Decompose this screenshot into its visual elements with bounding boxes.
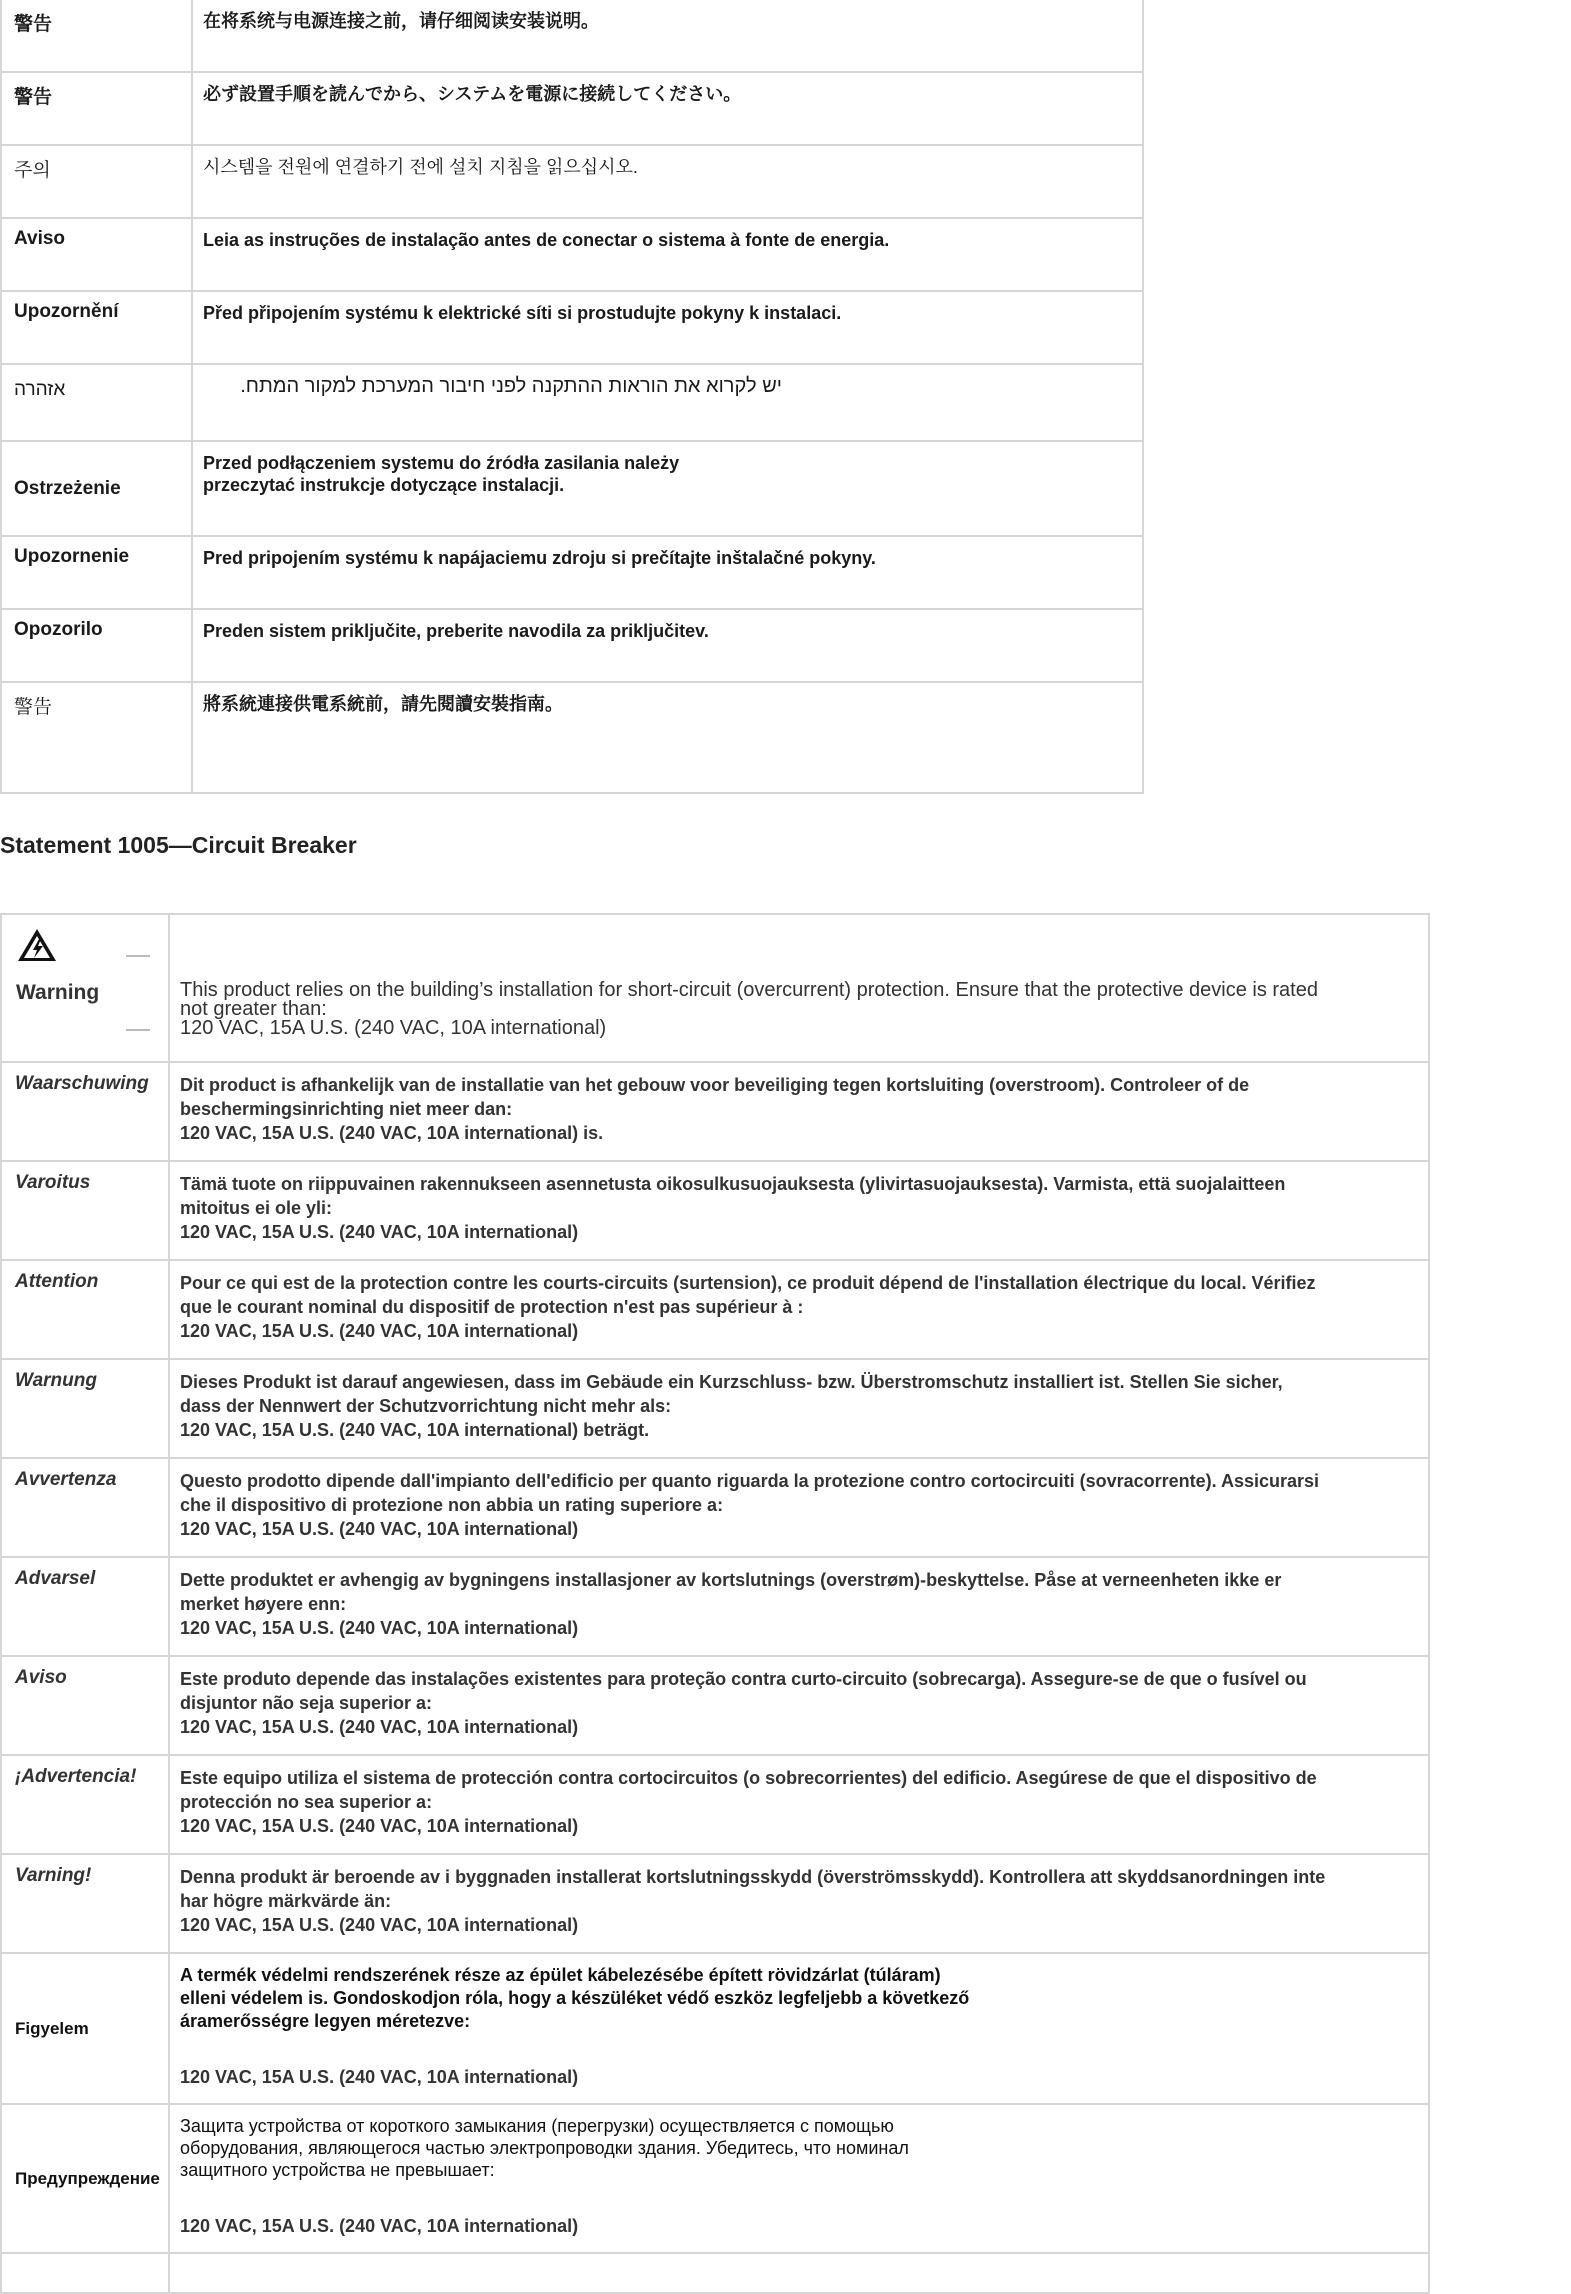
row-label: Attention — [1, 1260, 169, 1359]
row-label: Предупреждение — [1, 2104, 169, 2253]
text-line: 120 VAC, 15A U.S. (240 VAC, 10A international) — [180, 1717, 579, 1737]
row-text — [169, 1953, 1429, 2104]
row-text: יש לקרוא את הוראות ההתקנה לפני חיבור המערכת למקור המתח. — [192, 364, 1143, 441]
row-text: Pred pripojením systému k napájaciemu zdroju si prečítajte inštalačné pokyny. — [192, 536, 1143, 609]
translation-row — [1, 1359, 1429, 1458]
text-line: merket høyere enn: — [180, 1594, 347, 1614]
row-label: Varoitus — [1, 1161, 169, 1260]
row-label: Warnung — [1, 1359, 169, 1458]
translation-row — [1, 1458, 1429, 1557]
row-label: Advarsel — [1, 1557, 169, 1656]
text-line: beschermingsinrichting niet meer dan: — [180, 1099, 513, 1119]
statement-heading: Statement 1005—Circuit Breaker — [0, 832, 357, 858]
row-label: Ostrzeżenie — [1, 441, 192, 536]
text-line: che il dispositivo di protezione non abbia un rating superiore a: — [180, 1495, 724, 1515]
row-label — [1, 2253, 169, 2293]
text-line: Denna produkt är beroende av i byggnaden installerat kortslutningsskydd (överströmsskydd). Kontrollera att skyddsanordningen inte — [180, 1867, 1326, 1887]
text-line: оборудования, являющегося частью электропроводки здания. Убедитесь, что номинал — [180, 2138, 909, 2158]
translation-row — [1, 145, 1143, 218]
warning-text-cell — [169, 914, 1429, 1062]
translation-row — [1, 1953, 1429, 2104]
translation-row — [1, 1656, 1429, 1755]
divider — [126, 955, 150, 957]
row-label: ¡Advertencia! — [1, 1755, 169, 1854]
text-line: A termék védelmi rendszerének része az épület kábelezésébe épített rövidzárlat (túláram) — [180, 1965, 941, 1985]
row-label: Aviso — [1, 1656, 169, 1755]
row-label: Aviso — [1, 218, 192, 291]
translation-row — [1, 364, 1143, 441]
text-line: 120 VAC, 15A U.S. (240 VAC, 10A international) — [180, 1519, 579, 1539]
row-label: 警告 — [1, 0, 192, 72]
text-line: protección no sea superior a: — [180, 1792, 433, 1812]
text-line: áramerősségre legyen méretezve: — [180, 2011, 471, 2031]
row-label: Varning! — [1, 1854, 169, 1953]
warning-label-cell — [1, 914, 169, 1062]
text-line: Tämä tuote on riippuvainen rakennukseen asennetusta oikosulkusuojauksesta (ylivirtasuojauksesta). Varmista, että suojalaitteen — [180, 1174, 1286, 1194]
translation-row — [1, 72, 1143, 145]
text-line: 120 VAC, 15A U.S. (240 VAC, 10A international) — [180, 1618, 579, 1638]
translation-row — [1, 218, 1143, 291]
row-text — [169, 1854, 1429, 1953]
row-label: Opozorilo — [1, 609, 192, 682]
text-line: disjuntor não seja superior a: — [180, 1693, 433, 1713]
row-label: Figyelem — [1, 1953, 169, 2104]
warning-triangle-icon — [16, 927, 58, 963]
row-label: Avvertenza — [1, 1458, 169, 1557]
row-text — [169, 1755, 1429, 1854]
translation-row — [1, 536, 1143, 609]
translation-row — [1, 1854, 1429, 1953]
translation-row — [1, 609, 1143, 682]
row-text — [169, 1656, 1429, 1755]
text-line: 120 VAC, 15A U.S. (240 VAC, 10A international) beträgt. — [180, 1420, 650, 1440]
row-text: 시스템을 전원에 연결하기 전에 설치 지침을 읽으십시오. — [192, 145, 1143, 218]
row-text: Leia as instruções de instalação antes de conectar o sistema à fonte de energia. — [192, 218, 1143, 291]
row-label: 警告 — [1, 72, 192, 145]
row-text — [169, 2104, 1429, 2253]
warning-label: Warning — [16, 981, 100, 1004]
translation-row — [1, 291, 1143, 364]
row-label: 警告 — [1, 682, 192, 793]
translation-row — [1, 1755, 1429, 1854]
circuit-breaker-table — [0, 913, 1430, 2294]
row-text — [169, 1161, 1429, 1260]
text-line: Questo prodotto dipende dall'impianto dell'edificio per quanto riguarda la protezione contro cortocircuiti (sovracorrente). Assicurarsi — [180, 1471, 1320, 1491]
text-line: 120 VAC, 15A U.S. (240 VAC, 10A international) — [180, 1321, 579, 1341]
row-text — [169, 2253, 1429, 2293]
translation-row — [1, 682, 1143, 793]
row-text — [169, 1557, 1429, 1656]
translation-text — [180, 2115, 1000, 2181]
translation-row — [1, 2253, 1429, 2293]
text-line: Pour ce qui est de la protection contre les courts-circuits (surtension), ce produit dépend de l'installation électrique du local. Vérifiez — [180, 1273, 1316, 1293]
translation-row — [1, 2104, 1429, 2253]
row-label: 주의 — [1, 145, 192, 218]
translation-row — [1, 1557, 1429, 1656]
translation-row — [1, 1062, 1429, 1161]
row-text — [169, 1260, 1429, 1359]
rating-text: 120 VAC, 15A U.S. (240 VAC, 10A international) — [180, 2067, 579, 2087]
text-line: 120 VAC, 15A U.S. (240 VAC, 10A international) — [180, 1816, 579, 1836]
text-line: защитного устройства не превышает: — [180, 2160, 495, 2180]
row-text — [169, 1458, 1429, 1557]
text-line: not greater than: — [180, 998, 327, 1020]
previous-statement-table — [0, 0, 1144, 794]
warning-text — [180, 979, 1408, 1039]
divider — [126, 1029, 150, 1031]
row-label: Waarschuwing — [1, 1062, 169, 1161]
translation-row — [1, 0, 1143, 72]
text-line: que le courant nominal du dispositif de protection n'est pas supérieur à : — [180, 1297, 804, 1317]
translation-row — [1, 1260, 1429, 1359]
row-text: 在将系统与电源连接之前，请仔细阅读安装说明。 — [192, 0, 1143, 72]
text-line: elleni védelem is. Gondoskodjon róla, hogy a készüléket védő eszköz legfeljebb a következő — [180, 1988, 970, 2008]
text-line: Dette produktet er avhengig av bygningens installasjoner av kortslutnings (overstrøm)-beskyttelse. Påse at verneenheten ikke er — [180, 1570, 1282, 1590]
text-line: 120 VAC, 15A U.S. (240 VAC, 10A international) is. — [180, 1123, 604, 1143]
row-label: Upozornění — [1, 291, 192, 364]
text-line: Este produto depende das instalações existentes para proteção contra curto-circuito (sobrecarga). Assegure-se de que o fusível ou — [180, 1669, 1307, 1689]
text-line: Защита устройства от короткого замыкания (перегрузки) осуществляется с помощью — [180, 2116, 894, 2136]
text-line: har högre märkvärde än: — [180, 1891, 392, 1911]
translation-row — [1, 441, 1143, 536]
text-line: Dieses Produkt ist darauf angewiesen, dass im Gebäude ein Kurzschluss- bzw. Überstromschutz installiert ist. Stellen Sie sicher, — [180, 1372, 1283, 1392]
row-text: Preden sistem priključite, preberite navodila za priključitev. — [192, 609, 1143, 682]
row-text: Przed podłączeniem systemu do źródła zasilania należy przeczytać instrukcje dotyczące instalacji. — [192, 441, 1143, 536]
row-label: אזהרה — [1, 364, 192, 441]
text-line: 120 VAC, 15A U.S. (240 VAC, 10A international) — [180, 1222, 579, 1242]
row-text — [169, 1359, 1429, 1458]
row-text: 必ず設置手順を読んでから、システムを電源に接続してください。 — [192, 72, 1143, 145]
rating-text: 120 VAC, 15A U.S. (240 VAC, 10A international) — [180, 2216, 579, 2236]
row-text: 將系統連接供電系統前，請先閱讀安裝指南。 — [192, 682, 1143, 793]
row-label: Upozornenie — [1, 536, 192, 609]
translation-text — [180, 1964, 1040, 2033]
text-line: 120 VAC, 15A U.S. (240 VAC, 10A international) — [180, 1915, 579, 1935]
row-text: Před připojením systému k elektrické síti si prostudujte pokyny k instalaci. — [192, 291, 1143, 364]
warning-row — [1, 914, 1429, 1062]
text-line: 120 VAC, 15A U.S. (240 VAC, 10A international) — [180, 1017, 607, 1039]
text-line: Este equipo utiliza el sistema de protección contra cortocircuitos (o sobrecorrientes) del edificio. Asegúrese de que el dispositivo de — [180, 1768, 1317, 1788]
text-line: Dit product is afhankelijk van de installatie van het gebouw voor beveiliging tegen kortsluiting (overstroom). Controleer of de — [180, 1075, 1250, 1095]
text-line: mitoitus ei ole yli: — [180, 1198, 333, 1218]
translation-row — [1, 1161, 1429, 1260]
text-line: dass der Nennwert der Schutzvorrichtung nicht mehr als: — [180, 1396, 672, 1416]
row-text — [169, 1062, 1429, 1161]
text-line: This product relies on the building’s installation for short-circuit (overcurrent) protection. Ensure that the protective device is rated — [180, 979, 1318, 1001]
